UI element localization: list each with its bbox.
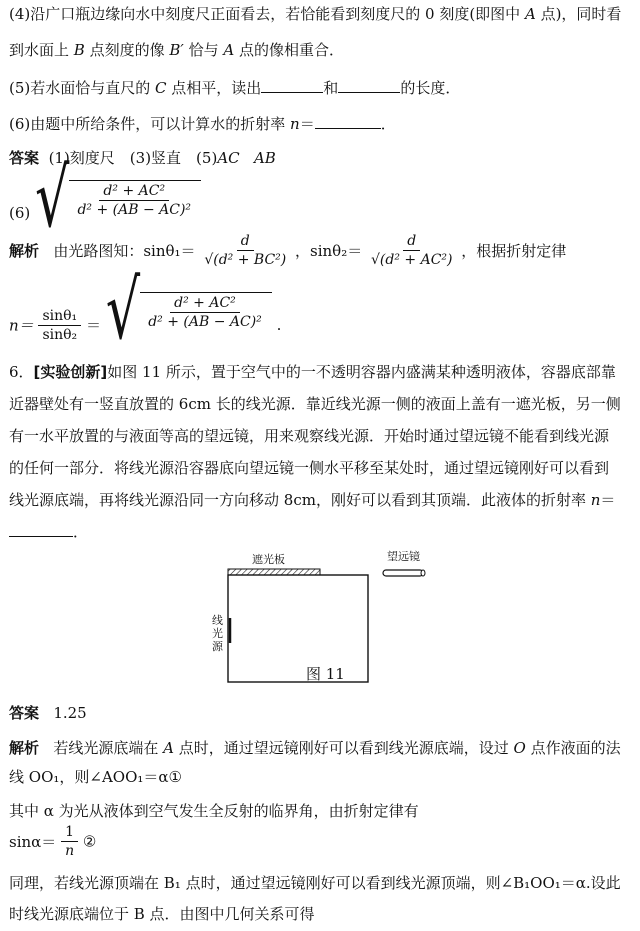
analysis-3-line-5: 同理，若线光源顶端在 B₁ 点时，通过望远镜刚好可以看到线光源顶端，则∠B₁OO₁＝α.设此: [9, 874, 621, 892]
answer-6-formula: (6) √ $\frac{\text{d² + AC²}}{\text{d² + (AB − AC)²}}$: [9, 172, 201, 226]
answer-blank: [9, 522, 73, 537]
radical-icon: √: [105, 263, 141, 358]
telescope-icon: [383, 570, 423, 576]
question-6b-line-4: 的任何一部分．将线光源沿容器底向望远镜一侧水平移至某处时，通过望远镜刚好可以看到: [9, 459, 610, 477]
question-6b-line-2: 近器壁处有一竖直放置的 6cm 长的线光源．靠近线光源一侧的液面上盖有一遮光板，另一侧: [9, 395, 621, 413]
analysis-3-line-1: 解析 若线光源底端在 A 点时，通过望远镜刚好可以看到线光源底端，设过 O 点作液面的法: [9, 739, 621, 757]
question-6b-line-3: 有一水平放置的与液面等高的望远镜，用来观察线光源．开始时通过望远镜不能看到线光源: [9, 427, 610, 445]
question-4-line-1: (4)沿广口瓶边缘向水中刻度尺正面看去，若恰能看到刻度尺的 0 刻度(即图中 A 点)，同时看: [9, 5, 622, 23]
shield-label: 遮光板: [252, 553, 285, 566]
analysis-3-line-2: 线 OO₁，则∠AOO₁＝α①: [9, 768, 182, 786]
analysis-line-2: n＝ $\frac{\text{sinθ₁}}{\text{sinθ₂}}$ ＝ √ $\frac{\text{d² + AC²}}{\text{d² + (AB − AC)²}}$ .: [9, 263, 282, 358]
sqrt-expression: √ $\frac{\text{d² + AC²}}{\text{d² + (AB − AC)²}}$: [35, 172, 201, 226]
source-label-1: 线: [212, 614, 223, 627]
source-label-3: 源: [212, 640, 223, 653]
answer-blank: [338, 78, 400, 93]
question-6: (6)由题中所给条件，可以计算水的折射率 n＝ ．: [9, 115, 396, 133]
source-label-2: 光: [212, 627, 223, 640]
sqrt-expression: √ $\frac{\text{d² + AC²}}{\text{d² + (AB − AC)²}}$: [106, 284, 272, 338]
answer-blank: [261, 78, 323, 93]
analysis-3-line-6: 时线光源底端位于 B 点．由图中几何关系可得: [9, 905, 315, 923]
question-4-line-2: 到水面上 B 点刻度的像 B′ 恰与 A 点的像相重合．: [9, 41, 344, 59]
container: [228, 575, 368, 682]
question-5: (5)若水面恰与直尺的 C 点相平，读出 和 的长度．: [9, 79, 461, 97]
question-6b-line-1: 6．[实验创新]如图 11 所示，置于空气中的一不透明容器内盛满某种透明液体，容器底部靠: [9, 363, 616, 381]
analysis-3-line-3: 其中 α 为光从液体到空气发生全反射的临界角，由折射定律有: [9, 802, 419, 820]
radical-icon: √: [35, 151, 70, 246]
telescope-label: 望远镜: [387, 550, 420, 563]
question-6b-line-5: 线光源底端，再将线光源沿同一方向移动 8cm，刚好可以看到其顶端．此液体的折射率 n＝: [9, 491, 616, 509]
answer-line: 答案 (1)刻度尺 (3)竖直 (5)AC AB: [9, 149, 276, 167]
analysis-3-line-4: sinα＝ $\frac{1}{n}$ ②: [9, 824, 97, 859]
analysis-line-1: 解析 由光路图知：sinθ₁＝ $\frac{d}{\text{√(d² + BC²)}}$ ，sinθ₂＝ $\frac{d}{\text{√(d² + AC²)}}$ ，根据折射定律: [9, 233, 567, 268]
figure-caption: 图 11: [306, 665, 345, 683]
answer-blank: [315, 114, 381, 129]
shield-plate: [228, 569, 320, 575]
question-6b-line-6: ．: [9, 522, 88, 542]
answer-2: 答案 1.25: [9, 704, 87, 722]
